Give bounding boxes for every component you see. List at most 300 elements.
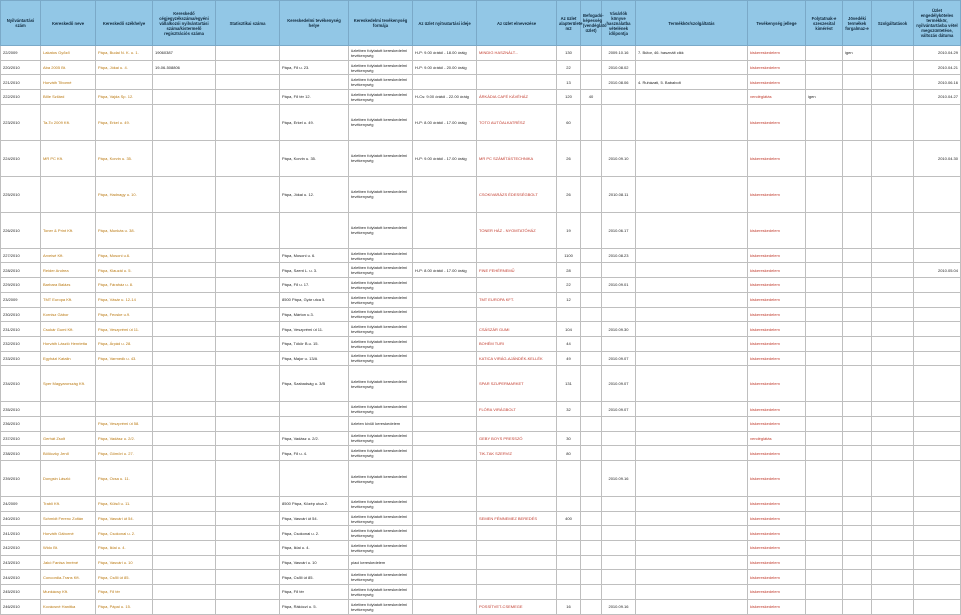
table-cell[interactable]: kiskereskedelem xyxy=(748,461,806,497)
table-cell[interactable] xyxy=(477,278,557,293)
table-cell[interactable] xyxy=(602,446,636,461)
table-cell[interactable]: 32 xyxy=(557,402,581,417)
table-cell[interactable]: 104 xyxy=(557,322,581,337)
table-cell[interactable] xyxy=(914,307,961,322)
table-row[interactable] xyxy=(1,555,961,570)
column-header[interactable]: Jövedéki termékek forgalmaz-e xyxy=(843,1,872,46)
table-cell[interactable]: 40 xyxy=(581,90,602,105)
table-cell[interactable]: H-P: 8.00 órától - 17.00 óráig xyxy=(413,263,477,278)
table-cell[interactable]: Pápa, Gömöri u. 27. xyxy=(96,446,153,461)
table-cell[interactable]: kiskereskedelem xyxy=(748,366,806,402)
table-cell[interactable] xyxy=(636,526,748,541)
table-cell[interactable]: 237/2010 xyxy=(1,431,41,446)
table-cell[interactable]: Pápa, Fecske u.9. xyxy=(96,307,153,322)
table-cell[interactable] xyxy=(602,555,636,570)
table-cell[interactable] xyxy=(581,402,602,417)
table-cell[interactable]: Dongsin László xyxy=(41,461,96,497)
table-cell[interactable]: Pápa, Árpád u. 28. xyxy=(96,336,153,351)
table-cell[interactable]: Horváth Tiborné xyxy=(41,75,96,90)
table-cell[interactable] xyxy=(914,366,961,402)
table-cell[interactable] xyxy=(914,461,961,497)
table-cell[interactable]: kiskereskedelem xyxy=(748,497,806,512)
table-cell[interactable] xyxy=(413,511,477,526)
column-header[interactable]: Az üzlet elnevezése xyxy=(477,1,557,46)
table-row[interactable] xyxy=(1,307,961,322)
table-cell[interactable] xyxy=(413,541,477,556)
table-cell[interactable] xyxy=(806,526,843,541)
table-cell[interactable]: kiskereskedelem xyxy=(748,60,806,75)
table-cell[interactable] xyxy=(806,75,843,90)
table-cell[interactable]: Pápa, Csokonai u. 2. xyxy=(280,526,349,541)
table-cell[interactable] xyxy=(602,526,636,541)
table-cell[interactable] xyxy=(413,292,477,307)
table-cell[interactable] xyxy=(557,585,581,600)
table-cell[interactable] xyxy=(413,446,477,461)
table-cell[interactable] xyxy=(914,292,961,307)
table-cell[interactable]: 2010.06.16 xyxy=(914,75,961,90)
table-cell[interactable] xyxy=(413,336,477,351)
table-cell[interactable]: kiskereskedelem xyxy=(748,212,806,248)
table-cell[interactable]: Pápa, Márton u.3. xyxy=(280,307,349,322)
table-cell[interactable] xyxy=(216,248,280,263)
table-cell[interactable] xyxy=(216,585,280,600)
table-cell[interactable]: kiskereskedelem xyxy=(748,541,806,556)
table-cell[interactable] xyxy=(477,497,557,512)
table-cell[interactable] xyxy=(806,292,843,307)
table-cell[interactable]: kiskereskedelem xyxy=(748,104,806,140)
table-cell[interactable]: 2010.08.11 xyxy=(602,176,636,212)
table-cell[interactable]: kiskereskedelem xyxy=(748,176,806,212)
table-cell[interactable] xyxy=(806,140,843,176)
table-cell[interactable] xyxy=(843,263,872,278)
table-cell[interactable] xyxy=(413,322,477,337)
table-cell[interactable]: kiskereskedelem xyxy=(748,526,806,541)
table-cell[interactable] xyxy=(153,416,216,431)
table-cell[interactable] xyxy=(843,140,872,176)
table-cell[interactable] xyxy=(636,497,748,512)
table-cell[interactable] xyxy=(581,416,602,431)
table-cell[interactable]: Pápa, Munkás u. 38. xyxy=(96,212,153,248)
table-cell[interactable] xyxy=(843,402,872,417)
table-cell[interactable] xyxy=(413,307,477,322)
table-cell[interactable]: kiskereskedelem xyxy=(748,416,806,431)
table-cell[interactable] xyxy=(216,292,280,307)
table-cell[interactable] xyxy=(806,212,843,248)
table-row[interactable] xyxy=(1,461,961,497)
table-cell[interactable] xyxy=(636,90,748,105)
table-cell[interactable] xyxy=(153,555,216,570)
table-cell[interactable]: kiskereskedelem xyxy=(748,599,806,614)
table-cell[interactable]: Reider Andrea xyxy=(41,263,96,278)
table-row[interactable] xyxy=(1,599,961,614)
table-cell[interactable]: 231/2010 xyxy=(1,322,41,337)
table-cell[interactable]: 2010.09.16 xyxy=(602,599,636,614)
table-cell[interactable] xyxy=(477,60,557,75)
table-cell[interactable]: Pápa, Iklai u. 4. xyxy=(280,541,349,556)
table-cell[interactable] xyxy=(153,212,216,248)
table-cell[interactable]: 130 xyxy=(557,46,581,61)
table-cell[interactable]: üzletben folytatott kereskedelmi tevékenység xyxy=(349,497,413,512)
table-cell[interactable] xyxy=(914,555,961,570)
table-row[interactable] xyxy=(1,570,961,585)
table-cell[interactable] xyxy=(806,322,843,337)
table-cell[interactable] xyxy=(872,511,914,526)
table-cell[interactable]: 2010.08.23 xyxy=(602,248,636,263)
table-cell[interactable] xyxy=(216,60,280,75)
table-cell[interactable] xyxy=(872,176,914,212)
table-cell[interactable] xyxy=(636,263,748,278)
table-cell[interactable] xyxy=(872,278,914,293)
table-cell[interactable]: 226/2010 xyxy=(1,212,41,248)
table-cell[interactable]: 239/2010 xyxy=(1,461,41,497)
table-row[interactable] xyxy=(1,60,961,75)
table-cell[interactable]: Kornisz Gábor xyxy=(41,307,96,322)
table-cell[interactable]: 233/2010 xyxy=(1,351,41,366)
table-cell[interactable] xyxy=(806,263,843,278)
table-cell[interactable]: FLÓRA VIRÁGBOLT xyxy=(477,402,557,417)
table-cell[interactable]: üzletben folytatott kereskedelmi tevékenység xyxy=(349,278,413,293)
table-cell[interactable] xyxy=(581,431,602,446)
table-cell[interactable]: Pápa, Rákóczi u. 5. xyxy=(280,599,349,614)
table-cell[interactable]: igen xyxy=(843,46,872,61)
table-cell[interactable]: üzletben folytatott kereskedelmi tevékenység xyxy=(349,585,413,600)
table-cell[interactable]: 238/2010 xyxy=(1,446,41,461)
table-cell[interactable] xyxy=(843,541,872,556)
table-cell[interactable] xyxy=(914,585,961,600)
table-cell[interactable] xyxy=(216,555,280,570)
table-cell[interactable]: MR PC Kft. xyxy=(41,140,96,176)
table-cell[interactable] xyxy=(636,322,748,337)
table-cell[interactable] xyxy=(153,307,216,322)
table-cell[interactable]: 120 xyxy=(557,90,581,105)
table-cell[interactable] xyxy=(477,75,557,90)
table-cell[interactable]: Bölöczky Jenő xyxy=(41,446,96,461)
table-cell[interactable] xyxy=(96,402,153,417)
table-cell[interactable]: kiskereskedelem xyxy=(748,263,806,278)
table-cell[interactable] xyxy=(216,541,280,556)
table-cell[interactable]: 2010.04.21 xyxy=(914,60,961,75)
table-cell[interactable] xyxy=(477,526,557,541)
table-cell[interactable] xyxy=(636,366,748,402)
table-cell[interactable] xyxy=(872,46,914,61)
table-cell[interactable] xyxy=(153,570,216,585)
table-cell[interactable] xyxy=(872,140,914,176)
table-cell[interactable]: 227/2010 xyxy=(1,248,41,263)
table-cell[interactable] xyxy=(843,497,872,512)
table-cell[interactable] xyxy=(872,541,914,556)
table-cell[interactable]: Pápa, Veszprémi út 11. xyxy=(96,322,153,337)
table-row[interactable] xyxy=(1,212,961,248)
column-header[interactable]: Vásárlók könyve használatba vételének időpontja xyxy=(602,1,636,46)
table-cell[interactable] xyxy=(216,461,280,497)
table-cell[interactable] xyxy=(636,248,748,263)
table-cell[interactable]: 2010.09.30 xyxy=(602,322,636,337)
table-cell[interactable]: Pápa, Erkel u. 49. xyxy=(96,104,153,140)
column-header[interactable]: Folytatnak-e szeszesital kimérést xyxy=(806,1,843,46)
table-cell[interactable]: 220/2010 xyxy=(1,60,41,75)
table-cell[interactable]: kiskereskedelem xyxy=(748,511,806,526)
table-cell[interactable] xyxy=(581,292,602,307)
table-cell[interactable] xyxy=(914,570,961,585)
table-cell[interactable] xyxy=(413,75,477,90)
table-cell[interactable]: Egyházi Katalin xyxy=(41,351,96,366)
table-cell[interactable] xyxy=(153,140,216,176)
table-cell[interactable]: üzletben folytatott kereskedelmi tevékenység xyxy=(349,351,413,366)
table-cell[interactable] xyxy=(843,599,872,614)
table-cell[interactable]: kiskereskedelem xyxy=(748,351,806,366)
table-cell[interactable] xyxy=(914,322,961,337)
table-cell[interactable]: H-P: 9.00 órától - 17.00 óráig xyxy=(413,140,477,176)
table-cell[interactable]: üzleten kívüli kereskedelem xyxy=(349,416,413,431)
table-cell[interactable]: 230/2010 xyxy=(1,307,41,322)
table-cell[interactable]: Pápa, Vasvári út 54. xyxy=(280,511,349,526)
table-cell[interactable]: Pápa, Fő u. 17. xyxy=(280,278,349,293)
table-cell[interactable]: TONER HÁZ - NYOMTATÓHÁZ xyxy=(477,212,557,248)
table-cell[interactable] xyxy=(843,248,872,263)
table-cell[interactable] xyxy=(153,541,216,556)
table-cell[interactable] xyxy=(153,75,216,90)
table-cell[interactable] xyxy=(153,176,216,212)
table-cell[interactable] xyxy=(413,599,477,614)
table-cell[interactable]: GEBY BOYS PRESSZÓ xyxy=(477,431,557,446)
table-cell[interactable]: Wido Bt. xyxy=(41,541,96,556)
table-row[interactable] xyxy=(1,46,961,61)
table-cell[interactable]: Gerhát Zsolt xyxy=(41,431,96,446)
table-cell[interactable]: SEMEN FÉMNEMEZ BEREDÉS xyxy=(477,511,557,526)
table-cell[interactable] xyxy=(806,336,843,351)
table-cell[interactable] xyxy=(413,402,477,417)
table-cell[interactable] xyxy=(636,585,748,600)
table-cell[interactable] xyxy=(477,585,557,600)
table-cell[interactable] xyxy=(280,75,349,90)
table-cell[interactable] xyxy=(581,461,602,497)
table-cell[interactable]: 244/2010 xyxy=(1,570,41,585)
table-cell[interactable] xyxy=(581,351,602,366)
table-cell[interactable] xyxy=(581,599,602,614)
table-row[interactable] xyxy=(1,278,961,293)
table-cell[interactable]: 22 xyxy=(557,60,581,75)
table-cell[interactable]: Pápa, Hadnagy u. 10. xyxy=(96,176,153,212)
table-cell[interactable] xyxy=(914,526,961,541)
table-cell[interactable] xyxy=(581,75,602,90)
table-cell[interactable] xyxy=(413,461,477,497)
table-cell[interactable] xyxy=(914,278,961,293)
table-cell[interactable] xyxy=(843,60,872,75)
column-header[interactable]: Kereskedő neve xyxy=(41,1,96,46)
table-cell[interactable]: Csukár Gumi Kft. xyxy=(41,322,96,337)
table-cell[interactable] xyxy=(413,431,477,446)
table-cell[interactable]: 1100 xyxy=(557,248,581,263)
table-cell[interactable] xyxy=(843,555,872,570)
table-cell[interactable]: 241/2010 xyxy=(1,526,41,541)
table-cell[interactable]: üzletben folytatott kereskedelmi tevékenység xyxy=(349,366,413,402)
table-cell[interactable]: Concordia-Trans Kft. xyxy=(41,570,96,585)
table-cell[interactable] xyxy=(636,402,748,417)
table-cell[interactable] xyxy=(806,351,843,366)
table-cell[interactable] xyxy=(153,511,216,526)
table-cell[interactable] xyxy=(843,336,872,351)
table-cell[interactable]: 7. Bútor, 46. használt cikk xyxy=(636,46,748,61)
table-row[interactable] xyxy=(1,541,961,556)
table-cell[interactable]: üzletben folytatott kereskedelmi tevékenység xyxy=(349,526,413,541)
table-cell[interactable] xyxy=(216,90,280,105)
column-header[interactable]: Befogadó-képesség (vendéglátó üzlet) xyxy=(581,1,602,46)
table-cell[interactable] xyxy=(557,307,581,322)
table-cell[interactable] xyxy=(153,336,216,351)
table-cell[interactable]: TMT Europa Kft. xyxy=(41,292,96,307)
table-cell[interactable]: Kovácsné Hanitka xyxy=(41,599,96,614)
table-cell[interactable] xyxy=(557,497,581,512)
table-cell[interactable]: Pápa, Fő tér xyxy=(96,585,153,600)
table-cell[interactable] xyxy=(843,322,872,337)
table-cell[interactable] xyxy=(581,526,602,541)
table-cell[interactable] xyxy=(602,90,636,105)
table-cell[interactable] xyxy=(806,541,843,556)
table-cell[interactable] xyxy=(216,46,280,61)
table-cell[interactable] xyxy=(636,292,748,307)
table-cell[interactable] xyxy=(872,526,914,541)
table-cell[interactable] xyxy=(806,585,843,600)
table-cell[interactable]: ÁRKÁDIA CAFÉ KÁVÉHÁZ xyxy=(477,90,557,105)
table-cell[interactable] xyxy=(153,322,216,337)
table-cell[interactable]: Pápa, Korvin u. 35. xyxy=(96,140,153,176)
table-cell[interactable]: 131 xyxy=(557,366,581,402)
table-cell[interactable] xyxy=(914,511,961,526)
table-cell[interactable] xyxy=(41,416,96,431)
table-cell[interactable]: üzletben folytatott kereskedelmi tevékenység xyxy=(349,307,413,322)
table-cell[interactable] xyxy=(806,278,843,293)
column-header[interactable]: Az üzlet alapterülete m2 xyxy=(557,1,581,46)
table-cell[interactable] xyxy=(413,212,477,248)
table-cell[interactable] xyxy=(914,416,961,431)
table-cell[interactable]: Pápa, Klauzál u. 5. xyxy=(96,263,153,278)
table-cell[interactable] xyxy=(843,585,872,600)
table-cell[interactable] xyxy=(153,104,216,140)
table-cell[interactable] xyxy=(477,307,557,322)
table-row[interactable] xyxy=(1,140,961,176)
table-cell[interactable] xyxy=(413,278,477,293)
table-cell[interactable] xyxy=(843,307,872,322)
table-cell[interactable] xyxy=(602,585,636,600)
table-cell[interactable] xyxy=(636,446,748,461)
table-cell[interactable] xyxy=(872,336,914,351)
table-cell[interactable] xyxy=(806,248,843,263)
table-cell[interactable] xyxy=(602,431,636,446)
table-cell[interactable]: üzletben folytatott kereskedelmi tevékenység xyxy=(349,140,413,176)
table-cell[interactable]: Pápa, Fő u. 23. xyxy=(280,60,349,75)
table-cell[interactable] xyxy=(806,511,843,526)
table-cell[interactable]: 22/2009 xyxy=(1,46,41,61)
table-cell[interactable]: üzletben folytatott kereskedelmi tevékenység xyxy=(349,46,413,61)
table-cell[interactable]: kiskereskedelem xyxy=(748,46,806,61)
table-cell[interactable] xyxy=(636,511,748,526)
table-cell[interactable] xyxy=(636,104,748,140)
table-cell[interactable]: Pápa, Fő tér 12. xyxy=(280,90,349,105)
column-header[interactable]: Tevékenység jellege xyxy=(748,1,806,46)
table-cell[interactable] xyxy=(581,585,602,600)
table-cell[interactable]: 2010.04.27 xyxy=(914,90,961,105)
column-header[interactable]: Kereskedelmi tevékenység formája xyxy=(349,1,413,46)
table-cell[interactable] xyxy=(843,278,872,293)
table-cell[interactable] xyxy=(477,416,557,431)
table-cell[interactable]: üzletben folytatott kereskedelmi tevékenység xyxy=(349,446,413,461)
table-row[interactable] xyxy=(1,292,961,307)
table-cell[interactable]: Bőle Szilárd xyxy=(41,90,96,105)
table-cell[interactable] xyxy=(872,75,914,90)
table-cell[interactable]: 242/2010 xyxy=(1,541,41,556)
column-header[interactable]: Nyilvántartási szám xyxy=(1,1,41,46)
table-cell[interactable]: Pápa, Veszprémi út 11. xyxy=(280,322,349,337)
table-cell[interactable] xyxy=(557,416,581,431)
table-cell[interactable] xyxy=(806,555,843,570)
column-header[interactable]: Statisztikai száma xyxy=(216,1,280,46)
table-cell[interactable] xyxy=(477,541,557,556)
table-row[interactable] xyxy=(1,526,961,541)
table-cell[interactable]: üzletben folytatott kereskedelmi tevékenység xyxy=(349,263,413,278)
table-cell[interactable]: 2010.09.10 xyxy=(602,140,636,176)
table-cell[interactable] xyxy=(96,75,153,90)
table-cell[interactable]: TMT EUROPA KFT. xyxy=(477,292,557,307)
table-row[interactable] xyxy=(1,585,961,600)
table-cell[interactable] xyxy=(636,431,748,446)
table-cell[interactable] xyxy=(581,248,602,263)
table-cell[interactable]: CSÁSZÁR GUMI xyxy=(477,322,557,337)
table-row[interactable] xyxy=(1,416,961,431)
table-cell[interactable] xyxy=(843,292,872,307)
table-cell[interactable] xyxy=(872,366,914,402)
table-cell[interactable]: 2010.09.07 xyxy=(602,351,636,366)
table-cell[interactable] xyxy=(153,90,216,105)
table-cell[interactable]: Trabli Kft. xyxy=(41,497,96,512)
table-cell[interactable] xyxy=(581,497,602,512)
table-cell[interactable] xyxy=(872,292,914,307)
table-row[interactable] xyxy=(1,322,961,337)
table-cell[interactable] xyxy=(216,336,280,351)
table-row[interactable] xyxy=(1,497,961,512)
table-cell[interactable]: Pápa, Korvin u. 35. xyxy=(280,140,349,176)
table-cell[interactable]: kiskereskedelem xyxy=(748,555,806,570)
table-cell[interactable] xyxy=(581,307,602,322)
table-cell[interactable] xyxy=(413,526,477,541)
table-cell[interactable]: piaci kereskedelem xyxy=(349,555,413,570)
table-cell[interactable]: Pápa, Vajda Sp. 12. xyxy=(96,90,153,105)
table-cell[interactable] xyxy=(413,585,477,600)
table-cell[interactable] xyxy=(216,526,280,541)
table-cell[interactable]: 26 xyxy=(557,176,581,212)
table-cell[interactable] xyxy=(843,461,872,497)
table-cell[interactable]: TIK-TAK SZERVIZ xyxy=(477,446,557,461)
column-header[interactable]: Szolgáltatások xyxy=(872,1,914,46)
table-cell[interactable]: Pápa, Vadász u. 2/2. xyxy=(96,431,153,446)
table-cell[interactable]: üzletben folytatott kereskedelmi tevékenység xyxy=(349,461,413,497)
table-cell[interactable]: 240/2010 xyxy=(1,511,41,526)
table-cell[interactable]: igen xyxy=(806,90,843,105)
table-cell[interactable]: 2010.08.02 xyxy=(602,60,636,75)
table-cell[interactable] xyxy=(216,497,280,512)
table-cell[interactable] xyxy=(153,446,216,461)
table-row[interactable] xyxy=(1,104,961,140)
table-cell[interactable]: Schmidt Ferenc Zoltán xyxy=(41,511,96,526)
table-cell[interactable] xyxy=(914,541,961,556)
table-cell[interactable] xyxy=(914,431,961,446)
table-cell[interactable] xyxy=(843,104,872,140)
table-cell[interactable]: 2010.09.01 xyxy=(602,278,636,293)
column-header[interactable]: Termékkör/szolgáltatás xyxy=(636,1,748,46)
table-cell[interactable]: üzletben folytatott kereskedelmi tevékenység xyxy=(349,336,413,351)
table-cell[interactable] xyxy=(872,263,914,278)
table-cell[interactable] xyxy=(153,461,216,497)
table-cell[interactable] xyxy=(280,46,349,61)
